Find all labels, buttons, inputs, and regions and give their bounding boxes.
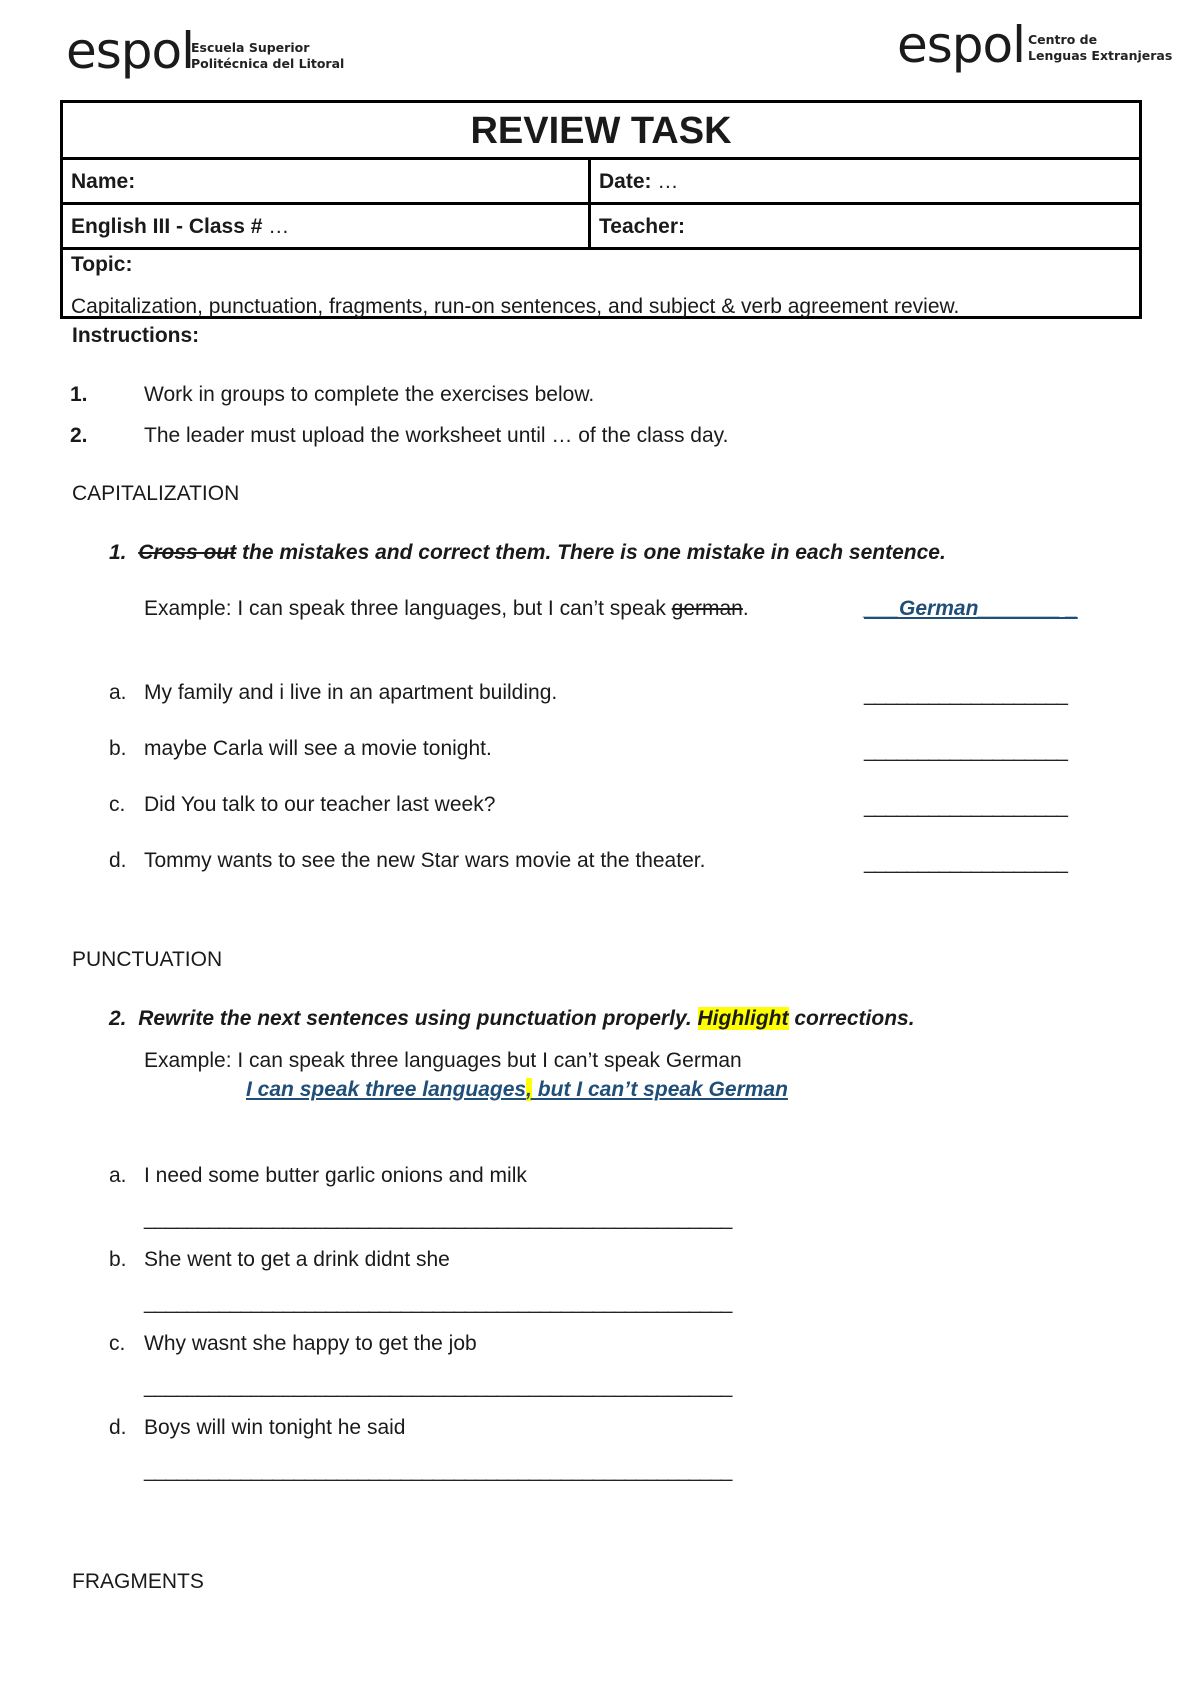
answer-blank[interactable]: ___________________ <box>864 851 1067 874</box>
item-text: Boys will win tonight he said <box>144 1416 406 1439</box>
instructions-heading: Instructions: <box>72 324 200 347</box>
answer-blank[interactable]: _______________________________________________________ <box>144 1459 732 1482</box>
header-table <box>60 100 1142 319</box>
example-answer: I can speak three languages, but I can’t speak German <box>246 1078 788 1101</box>
name-cell[interactable] <box>63 160 591 202</box>
item-letter: d. <box>109 1416 127 1439</box>
header-row-name-date <box>63 160 1139 205</box>
answer-blank[interactable]: ___________________ <box>864 795 1067 818</box>
answer-blank[interactable]: _______________________________________________________ <box>144 1207 732 1230</box>
course-label: English III - Class # … <box>71 215 290 238</box>
task-instruction: 1. Cross out the mistakes and correct them. There is one mistake in each sentence. <box>109 541 946 564</box>
item-text: She went to get a drink didnt she <box>144 1248 450 1271</box>
teacher-label: Teacher: <box>599 215 685 238</box>
section-heading-punctuation: PUNCTUATION <box>72 948 223 971</box>
instruction-number: 2. <box>70 424 88 447</box>
item-text: Did You talk to our teacher last week? <box>144 793 496 816</box>
name-label: Name: <box>71 170 136 193</box>
item-letter: c. <box>109 793 126 816</box>
date-label: Date: … <box>599 170 679 193</box>
logo-wordmark: espol <box>66 22 195 80</box>
logo-subtitle: Escuela Superior Politécnica del Litoral <box>191 40 345 71</box>
section-heading-capitalization: CAPITALIZATION <box>72 482 240 505</box>
instruction-number: 1. <box>70 383 88 406</box>
answer-blank[interactable]: _______________________________________________________ <box>144 1375 732 1398</box>
instruction-text: Work in groups to complete the exercises below. <box>144 383 595 406</box>
section-heading-fragments: FRAGMENTS <box>72 1570 204 1593</box>
item-text: Why wasnt she happy to get the job <box>144 1332 477 1355</box>
example-sentence: Example: I can speak three languages, but I can’t speak german. <box>144 597 749 620</box>
example-sentence: Example: I can speak three languages but I can’t speak German <box>144 1049 742 1072</box>
answer-blank[interactable]: _______________________________________________________ <box>144 1291 732 1314</box>
instruction-text: The leader must upload the worksheet until … of the class day. <box>144 424 729 447</box>
item-letter: c. <box>109 1332 126 1355</box>
item-letter: a. <box>109 1164 127 1187</box>
item-letter: b. <box>109 1248 127 1271</box>
item-text: maybe Carla will see a movie tonight. <box>144 737 492 760</box>
topic-label: Topic: <box>71 253 133 276</box>
task-instruction: 2. Rewrite the next sentences using punctuation properly. Highlight corrections. <box>109 1007 915 1030</box>
course-cell[interactable] <box>63 205 591 247</box>
logo-wordmark: espol <box>897 16 1026 74</box>
item-text: My family and i live in an apartment building. <box>144 681 558 704</box>
logo-subtitle: Centro de Lenguas Extranjeras <box>1028 32 1173 63</box>
answer-blank[interactable]: ___________________ <box>864 683 1067 706</box>
date-cell[interactable] <box>591 160 1139 202</box>
item-letter: d. <box>109 849 127 872</box>
header-row-course-teacher <box>63 205 1139 250</box>
page-title: REVIEW TASK <box>63 103 1139 160</box>
item-text: I need some butter garlic onions and milk <box>144 1164 527 1187</box>
topic-text: Capitalization, punctuation, fragments, run-on sentences, and subject & verb agreement review. <box>71 295 960 318</box>
example-answer: ___German_______ _ <box>864 597 1078 620</box>
teacher-cell[interactable] <box>591 205 1139 247</box>
answer-blank[interactable]: ___________________ <box>864 739 1067 762</box>
item-letter: a. <box>109 681 127 704</box>
item-letter: b. <box>109 737 127 760</box>
item-text: Tommy wants to see the new Star wars movie at the theater. <box>144 849 706 872</box>
